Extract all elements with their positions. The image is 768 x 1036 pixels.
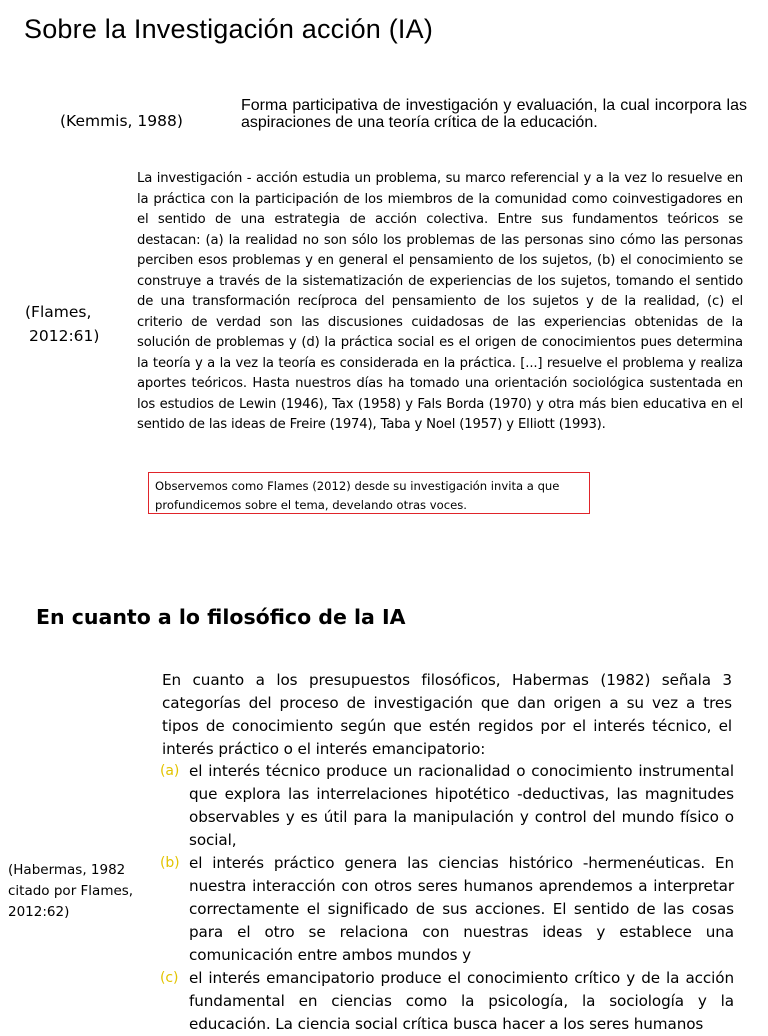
list-marker: (a) [160,763,180,779]
page-title: Sobre la Investigación acción (IA) [24,14,434,44]
flames-citation-line2: 2012:61) [29,327,100,345]
list-item-text: el interés práctico genera las ciencias histórico -hermenéuticas. En nuestra interacción con otros seres humanos aprendemos a interpretar correctamente el significado de sus acciones. El sentido de las cosas para el otro se relaciona con nuestras ideas y establece una comunicación entre ambos mundos y [189,854,734,964]
kemmis-definition: Forma participativa de investigación y evaluación, la cual incorpora las aspiraciones de una teoría crítica de la educación. [241,97,747,131]
habermas-intro: En cuanto a los presupuestos filosóficos, Habermas (1982) señala 3 categorías del proceso de investigación que dan origen a su vez a tres tipos de conocimiento según que estén regidos por el interés técnico, el interés práctico o el interés emancipatorio: [162,671,732,758]
flames-quote: La investigación - acción estudia un problema, su marco referencial y a la vez lo resuelve en la práctica con la participación de los miembros de la comunidad como coinvestigadores en el sentido de una estrategia de acción colectiva. Entre sus fundamentos teóricos se destacan: (a) la realidad no son sólo los problemas de las personas sino cómo las personas perciben esos problemas y en general el pensamiento de los sujetos, (b) el conocimiento se construye a través de la sistematización de experiencias de los sujetos, tomando el sentido de una transformación recíproca del pensamiento de los sujetos y de la realidad, (c) el criterio de verdad son las discusiones cuidadosas de las experiencias obtenidas de la solución de problemas y (d) la práctica social es el origen de conocimientos pues determina la teoría y a la vez la teoría es considerada en la práctica. [...] resuelve el problema y realiza aportes teóricos. Hasta nuestros días ha tomado una orientación sociológica sustentada en los estudios de Lewin (1946), Tax (1958) y Fals Borda (1970) y otra más bien educativa en el sentido de las ideas de Freire (1974), Taba y Noel (1957) y Elliott (1993). [137,171,743,432]
note-box: Observemos como Flames (2012) desde su investigación invita a que profundicemos sobre el tema, develando otras voces. [148,472,590,514]
list-item [160,760,734,852]
interest-list [160,760,734,1036]
flames-citation [25,300,99,348]
habermas-citation-line3: 2012:62) [8,904,70,920]
list-item-text: el interés técnico produce un racionalidad o conocimiento instrumental que explora las interrelaciones hipotético -deductivas, las magnitudes observables y es útil para la manipulación y control del mundo físico o social, [189,762,734,849]
flames-citation-line1: (Flames, [25,303,92,321]
habermas-citation-line2: citado por Flames, [8,883,134,899]
habermas-citation [8,860,148,923]
list-item [160,852,734,967]
list-marker: (c) [160,970,179,986]
habermas-citation-line1: (Habermas, 1982 [8,862,126,878]
section-heading-philosophy: En cuanto a lo filosófico de la IA [36,605,406,629]
kemmis-citation: (Kemmis, 1988) [60,112,183,130]
list-item [160,967,734,1036]
list-marker: (b) [160,855,180,871]
list-item-text: el interés emancipatorio produce el conocimiento crítico y de la acción fundamental en ciencias como la psicología, la sociología y la educación. La ciencia social crítica busca hacer a los seres humanos [189,969,734,1033]
